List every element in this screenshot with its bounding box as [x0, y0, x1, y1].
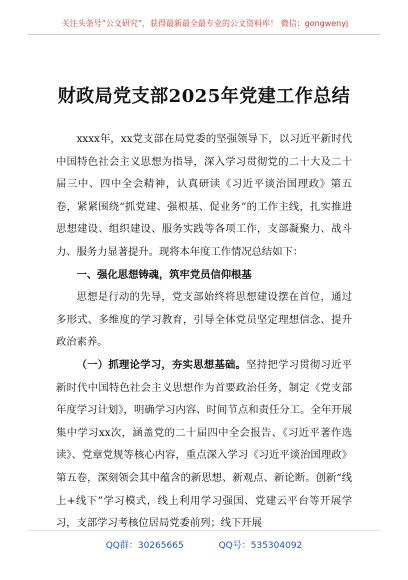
document-body [56, 128, 352, 535]
qq-number: QQ号：535304092 [218, 541, 303, 551]
footer-divider [28, 530, 380, 531]
document-title: 财政局党支部2025年党建工作总结 [57, 86, 351, 107]
section-1-heading: 一、强化思想铸魂，筑牢党员信仰根基 [76, 268, 252, 281]
promo-header: 关注头条号“公文研究”，获得最新最全最专业的公文资料库！ 微信：gongwenyj [61, 19, 349, 28]
intro-paragraph: xxxx年，xx党支部在局党委的坚强领导下，以习近平新时代中国特色社会主义思想为指导，深入学习贯彻党的二十大及二十届三中、四中全会精神，认真研读《习近平谈治国理政》第五卷，紧紧围绕“抓党建、强根基、促业务”的工作主线，扎实推进思想建设、组织建设、服务实践等各项工作，支部凝聚力、战斗力、服务力显著提升。现将本年度工作情况总结如下： [56, 133, 352, 258]
section-1-paragraph: 思想是行动的先导，党支部始终将思想建设摆在首位，通过多形式、多维度的学习教育，引导全体党员坚定理想信念、提升政治素养。 [56, 291, 352, 349]
header-divider [28, 34, 380, 35]
contact-footer [0, 538, 408, 551]
subsection-1-heading: （一）抓理论学习，夯实思想基础。 [76, 358, 247, 371]
subsection-1-text: 坚持把学习贯彻习近平新时代中国特色社会主义思想作为首要政治任务，制定《党支部年度学习计划》，明确学习内容、时间节点和责任分工。全年开展集中学习xx次，涵盖党的二十届四中全会报告、《习近平著作选读》、党章党规等核心内容，重点深入学习《习近平谈治国理政》第五卷，深刻领会其中蕴含的新思想、新观点、新论断。创新“线上+线下”学习模式，线上利用学习强国、党建云平台等开展学习，支部学习考核位居局党委前列；线下开展 [56, 358, 353, 530]
qq-group: QQ群：30265665 [105, 541, 184, 551]
subsection-1-paragraph [56, 354, 352, 535]
